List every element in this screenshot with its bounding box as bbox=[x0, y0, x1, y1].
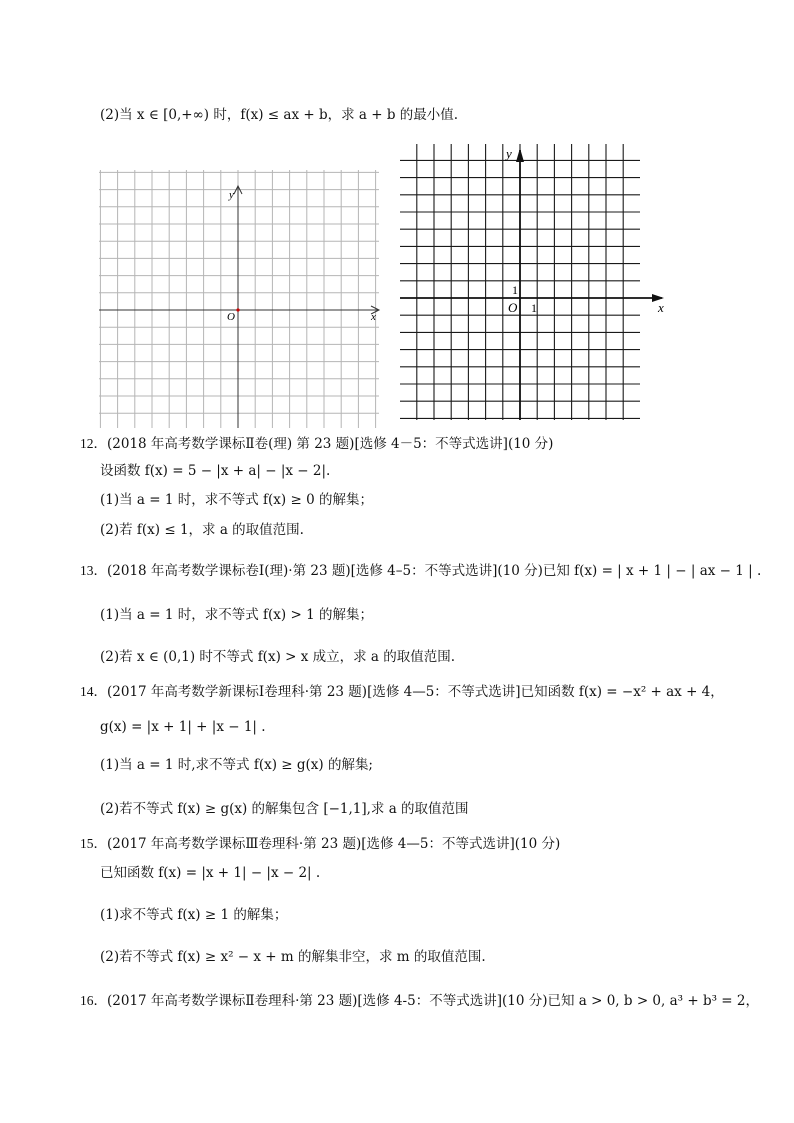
q12-header bbox=[80, 435, 553, 453]
q15-line-2: (1)求不等式 f(x) ≥ 1 的解集； bbox=[100, 907, 288, 923]
q14-line-3: (2)若不等式 f(x) ≥ g(x) 的解集包含 [−1,1],求 a 的取值范围 bbox=[100, 801, 469, 817]
y-axis-arrow bbox=[516, 148, 524, 162]
q14-header bbox=[80, 683, 724, 701]
q12-line-3: (2)若 f(x) ≤ 1，求 a 的取值范围. bbox=[100, 522, 304, 538]
tick-y-1: 1 bbox=[512, 283, 518, 297]
coordinate-grid-left bbox=[99, 170, 395, 432]
origin-dot bbox=[236, 308, 239, 311]
q12-line-1: 设函数 f(x) = 5 − |x + a| − |x − 2|. bbox=[100, 463, 331, 479]
q12-number: 12． bbox=[80, 436, 107, 451]
q13-number: 13． bbox=[80, 563, 107, 578]
q12-line-2: (1)当 a = 1 时，求不等式 f(x) ≥ 0 的解集； bbox=[100, 492, 373, 508]
x-axis-label: x bbox=[371, 311, 376, 323]
part-2-prompt: (2)当 x ∈ [0,+∞) 时，f(x) ≤ ax + b，求 a + b 的最小值. bbox=[100, 107, 459, 123]
q13-source: (2018 年高考数学课标卷Ⅰ(理)·第 23 题)[选修 4–5：不等式选讲](10 分)已知 f(x) = | x + 1 | − | ax − 1 | . bbox=[107, 563, 762, 579]
x-axis-label: x bbox=[658, 300, 664, 315]
q13-line-2: (2)若 x ∈ (0,1) 时不等式 f(x) > x 成立，求 a 的取值范围. bbox=[100, 649, 456, 665]
q14-line-2: (1)当 a = 1 时,求不等式 f(x) ≥ g(x) 的解集; bbox=[100, 757, 373, 773]
q16-number: 16． bbox=[80, 993, 107, 1008]
q13-line-1: (1)当 a = 1 时，求不等式 f(x) > 1 的解集； bbox=[100, 607, 373, 623]
origin-label: O bbox=[227, 311, 235, 323]
q15-source: (2017 年高考数学课标Ⅲ卷理科·第 23 题)[选修 4—5：不等式选讲](10 分) bbox=[107, 836, 561, 852]
grid-left-svg bbox=[99, 170, 395, 428]
q14-line-1: g(x) = |x + 1| + |x − 1| . bbox=[100, 719, 266, 735]
grid-right-svg bbox=[400, 144, 672, 420]
q16-source: (2017 年高考数学课标Ⅱ卷理科·第 23 题)[选修 4-5：不等式选讲](10 分)已知 a > 0, b > 0, a³ + b³ = 2， bbox=[107, 993, 759, 1009]
y-axis-label: y bbox=[229, 189, 234, 201]
q14-source: (2017 年高考数学新课标Ⅰ卷理科·第 23 题)[选修 4—5：不等式选讲]已知函数 f(x) = −x² + ax + 4， bbox=[107, 684, 724, 700]
q15-header bbox=[80, 835, 560, 853]
q14-number: 14． bbox=[80, 684, 107, 699]
q13-header bbox=[80, 562, 761, 580]
origin-label: O bbox=[508, 300, 518, 315]
q12-source: (2018 年高考数学课标Ⅱ卷(理) 第 23 题)[选修 4－5：不等式选讲](10 分) bbox=[107, 436, 554, 452]
y-axis-label: y bbox=[506, 146, 512, 161]
q15-line-1: 已知函数 f(x) = |x + 1| − |x − 2| . bbox=[100, 865, 321, 881]
q16-header bbox=[80, 992, 759, 1010]
tick-x-1: 1 bbox=[531, 301, 537, 315]
q15-number: 15． bbox=[80, 836, 107, 851]
q15-line-3: (2)若不等式 f(x) ≥ x² − x + m 的解集非空，求 m 的取值范围. bbox=[100, 949, 486, 965]
coordinate-grid-right bbox=[400, 144, 672, 424]
